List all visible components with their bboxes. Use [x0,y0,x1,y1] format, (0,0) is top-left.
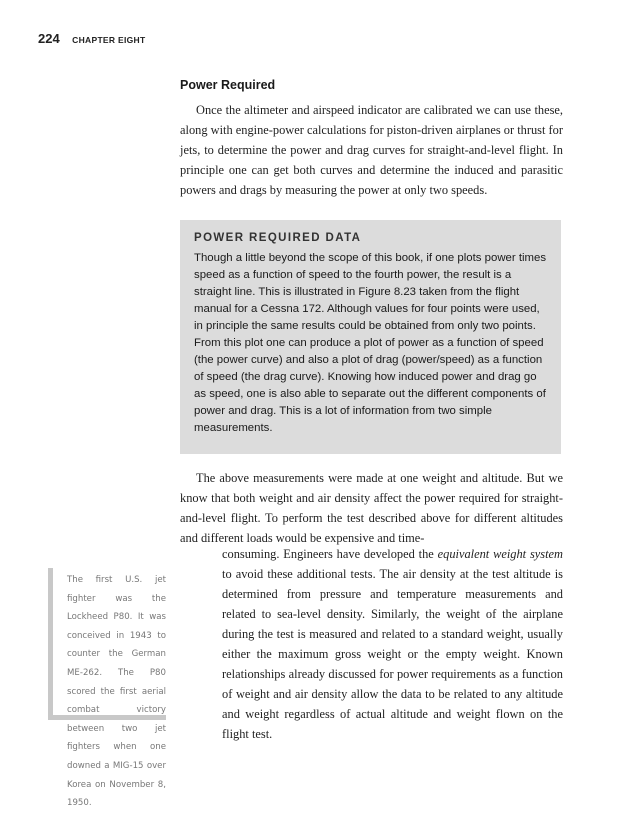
margin-note-text: The first U.S. jet fighter was the Lockheed P80. It was conceived in 1943 to counter the German ME-262. The P80 scored the first aerial combat victory between two jet fighters when one downed a MIG-15 over Korea on November 8, 1950. [67,575,166,809]
chapter-label: CHAPTER EIGHT [72,35,146,45]
running-head [38,30,145,48]
power-required-data-box [180,220,561,454]
sidebar-title: POWER REQUIRED DATA [194,232,362,244]
equivalent-weight-term: equivalent weight system [437,547,563,561]
margin-note [48,568,166,809]
section-title: Power Required [180,78,276,92]
equivalent-weight-paragraph [222,544,563,744]
weight-altitude-paragraph: The above measurements were made at one weight and altitude. But we know that both weight and air density affect the power required for straight-and-level flight. To perform the test described above for different altitudes and different loads would be expensive and time- [180,471,563,545]
sidebar-body: Though a little beyond the scope of this book, if one plots power times speed as a function of speed to the fourth power, the result is a straight line. This is illustrated in Figure 8.23 taken from the flight manual for a Cessna 172. Although values for four points were used, in principle the same results could be obtained from only two points. From this plot one can produce a plot of power as a function of speed (the power curve) and also a plot of drag (power/speed) as a function of speed (the drag curve). Knowing how induced power and drag go as speed, one is also able to separate out the different components of power and drag. This is a lot of information from two simple measurements. [194,252,547,434]
intro-paragraph: Once the altimeter and airspeed indicator are calibrated we can use these, along with engine-power calculations for piston-driven airplanes or thrust for jets, to determine the power and drag curves for straight-and-level flight. In principle one can get both curves and determine the induced and parasitic powers and drags by measuring the power at only two speeds. [180,103,563,197]
page-number: 224 [38,31,60,46]
paragraph-text-rest: to avoid these additional tests. The air density at the test altitude is determined from pressure and temperature measurements and related to sea-level density. Similarly, the weight of the airplane during the test is measured and related to a standard weight, usually either the maximum gross weight or the empty weight. Known relationships already discussed for power requirements as a function of weight and air density allow the data to be related to any altitude and weight regardless of actual altitude and weight flown on the flight test. [222,567,563,741]
paragraph-text-lead: consuming. Engineers have developed the [222,547,438,561]
